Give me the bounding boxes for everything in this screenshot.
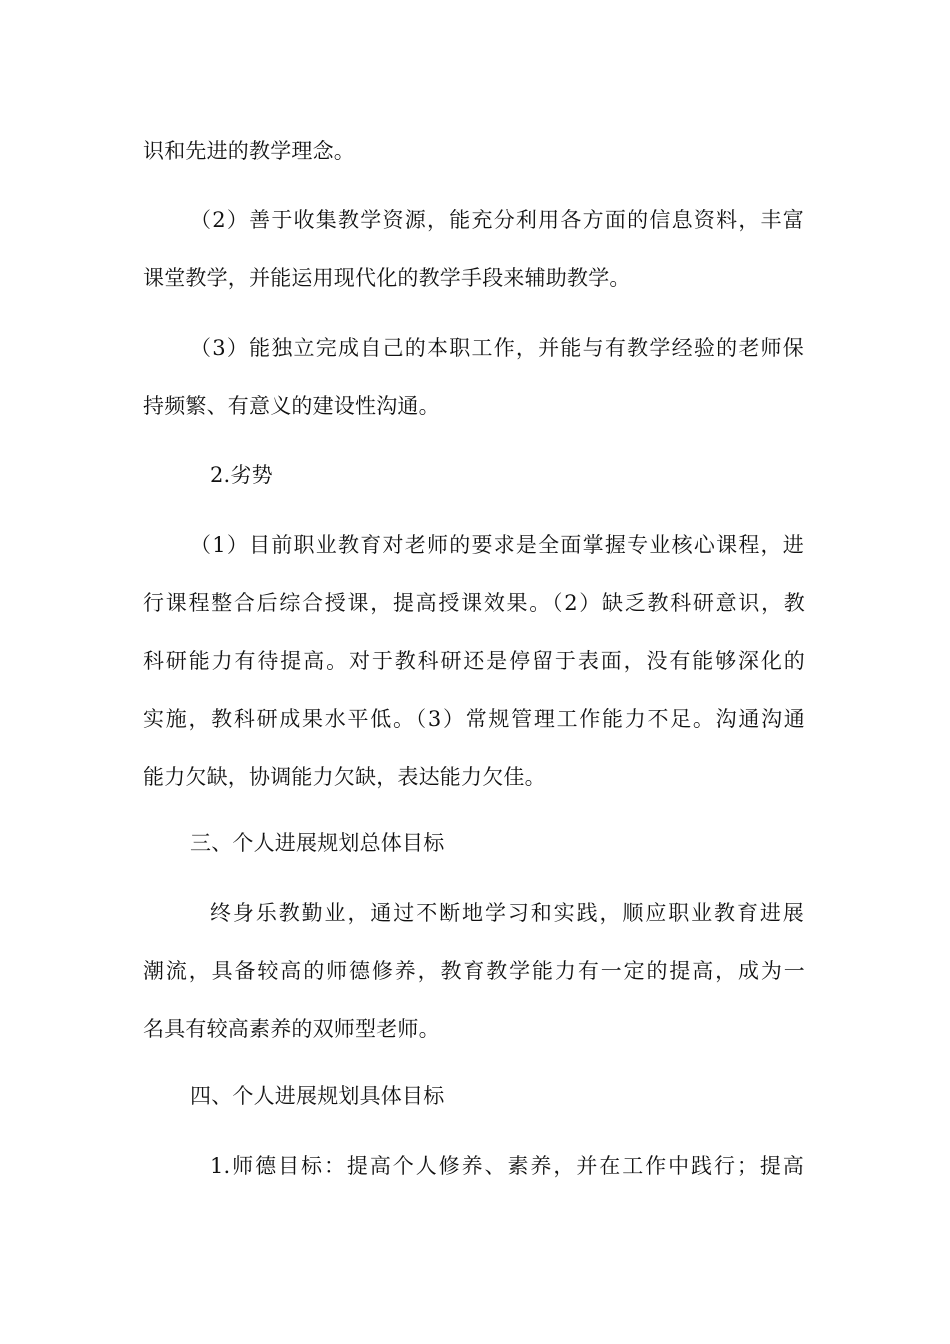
text-line-1: 识和先进的教学理念。 <box>143 139 355 163</box>
text-line-4: （3）能独立完成自己的本职工作，并能与有教学经验的老师保 <box>190 336 804 360</box>
text-line-8: 行课程整合后综合授课，提高授课效果。（2）缺乏教科研意识，教 <box>143 591 805 615</box>
section-heading-specific-goal: 四、个人进展规划具体目标 <box>190 1084 445 1108</box>
text-line-7: （1）目前职业教育对老师的要求是全面掌握专业核心课程，进 <box>190 533 804 557</box>
text-line-9: 科研能力有待提高。对于教科研还是停留于表面，没有能够深化的 <box>143 649 805 673</box>
text-line-14: 潮流，具备较高的师德修养，教育教学能力有一定的提高，成为一 <box>143 959 805 983</box>
text-line-17: 1.师德目标：提高个人修养、素养，并在工作中践行；提高 <box>210 1154 804 1178</box>
text-line-11: 能力欠缺，协调能力欠缺，表达能力欠佳。 <box>143 765 546 789</box>
text-line-13: 终身乐教勤业，通过不断地学习和实践，顺应职业教育进展 <box>210 901 804 925</box>
section-heading-weakness: 2.劣势 <box>210 463 273 487</box>
text-line-10: 实施，教科研成果水平低。（3）常规管理工作能力不足。沟通沟通 <box>143 707 805 731</box>
text-line-5: 持频繁、有意义的建设性沟通。 <box>143 394 440 418</box>
section-heading-overall-goal: 三、个人进展规划总体目标 <box>190 831 445 855</box>
text-line-2: （2）善于收集教学资源，能充分利用各方面的信息资料，丰富 <box>190 208 804 232</box>
text-line-3: 课堂教学，并能运用现代化的教学手段来辅助教学。 <box>143 266 631 290</box>
text-line-15: 名具有较高素养的双师型老师。 <box>143 1017 440 1041</box>
